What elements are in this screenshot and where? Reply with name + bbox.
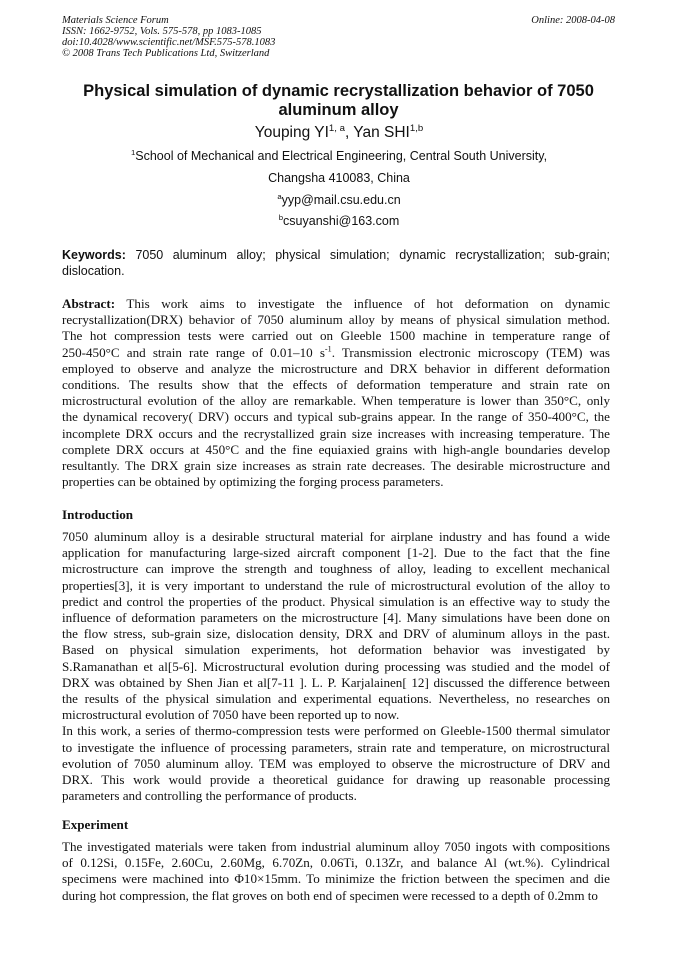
- line-text: . Transmission electronic microscopy (TEM) was: [331, 344, 610, 360]
- line-text: 7050 aluminum alloy is a desirable structural material for airplane industry and has found a wide: [62, 529, 610, 544]
- line-text: incomplete DRX occurs and the recrystallized grain size increases with increasing temperature. The: [62, 425, 610, 441]
- text-line: [62, 610, 610, 626]
- superscript: -1: [324, 344, 332, 354]
- doi: doi:10.4028/www.scientific.net/MSF.575-578.1083: [62, 37, 276, 48]
- affiliation-line-1: [0, 149, 678, 163]
- introduction-heading: Introduction: [62, 507, 134, 522]
- line-text: during hot compression, the flat groves on both end of specimen were recessed to a depth of 0.2mm to: [62, 887, 598, 903]
- text-line: [62, 409, 610, 425]
- line-text: recrystallization(DRX) behavior of 7050 aluminum alloy by means of physical simulation method.: [62, 312, 610, 328]
- line-text: This work aims to investigate the influence of hot deformation on dynamic: [115, 296, 610, 311]
- text-line: [62, 529, 610, 545]
- line-text: microstructural evolution of 7050 have been reported up to now.: [62, 707, 400, 723]
- online-date: Online: 2008-04-08: [531, 15, 615, 26]
- line-text: to investigate the influence of processing parameters, strain rate and temperature, on microstructural: [62, 739, 610, 755]
- line-text: the flow stress, sub-grain size, dislocation density, DRX and DRV of aluminum alloys in the past.: [62, 626, 610, 642]
- line-text: microstructural evolution of the alloy are remarkable. When temperature is lower than 350°C, only: [62, 393, 610, 409]
- affiliation-line-2: Changsha 410083, China: [268, 171, 410, 185]
- text-line: [62, 474, 610, 490]
- copyright: © 2008 Trans Tech Publications Ltd, Switzerland: [62, 48, 270, 59]
- introduction-paragraph-2: [62, 723, 610, 804]
- line-text: properties can be obtained by optimizing the forging process parameters.: [62, 474, 444, 490]
- text-line: [62, 707, 610, 723]
- text-line: [62, 855, 610, 871]
- text-line: [62, 871, 610, 887]
- line-text: complete DRX occurs at 450°C and the fine equiaxied grains with high-angle boundaries develop: [62, 441, 610, 457]
- section-label: Keywords:: [62, 248, 126, 262]
- line-text: evolution of 7050 aluminum alloy. TEM was employed to observe the microstructure of DRV and: [62, 755, 610, 771]
- email-a-link[interactable]: yyp@mail.csu.edu.cn: [281, 193, 401, 207]
- text-line: [62, 578, 610, 594]
- text-line: [62, 888, 610, 904]
- issn: ISSN: 1662-9752, Vols. 575-578, pp 1083-1085: [62, 26, 262, 37]
- experiment-paragraph: [62, 839, 610, 904]
- text-line: [62, 594, 610, 610]
- author-sep: ,: [344, 124, 354, 141]
- text-line: [62, 675, 610, 691]
- line-text: In this work, a series of thermo-compression tests were performed on Gleeble-1500 thermal simulator: [62, 723, 610, 739]
- title-line-1: Physical simulation of dynamic recrystallization behavior of 7050: [83, 82, 594, 100]
- author-1-sup: 1, a: [328, 122, 345, 134]
- text-line: [62, 659, 610, 675]
- line-text: employed to observe and analyze the microstructure and DRX behavior in different deformation: [62, 360, 610, 376]
- text-line: [62, 442, 610, 458]
- text-line: [62, 393, 610, 409]
- text-line: [62, 723, 610, 739]
- affiliation-sup: 1: [130, 147, 136, 157]
- line-text: influence of deformation parameters on the microstructure [4]. Many simulations have been done on: [62, 609, 610, 625]
- line-text: predict and control the properties of the product. Physical simulation is an effective way to study the: [62, 593, 610, 609]
- text-line: [62, 328, 610, 344]
- text-line: [62, 426, 610, 442]
- line-text: 250-450°C and strain rate range of 0.01–10 s: [62, 344, 325, 360]
- introduction-paragraph-1: [62, 529, 610, 723]
- line-text: The investigated materials were taken from industrial aluminum alloy 7050 ingots with compositions: [62, 839, 610, 854]
- text-line: [62, 691, 610, 707]
- line-text: S.Ramanathan et al[5-6]. Microstructural evolution during processing was studied and the model of: [62, 658, 610, 674]
- email-a: [0, 193, 678, 207]
- author-1: Youping YI: [254, 124, 329, 141]
- line-text: dislocation.: [62, 264, 125, 279]
- experiment-heading: Experiment: [62, 817, 129, 832]
- line-text: conditions. The results show that the effects of deformation temperature and strain rate on: [62, 376, 610, 392]
- title-line-2: aluminum alloy: [278, 101, 399, 119]
- text-line: [62, 545, 610, 561]
- email-b: [0, 214, 678, 228]
- text-line: [62, 296, 610, 312]
- keywords: [62, 248, 610, 280]
- line-text: microstructure can improve the strength and toughness of alloy, leading to excellent mechanical: [62, 561, 610, 577]
- text-line: [62, 756, 610, 772]
- text-line: [62, 248, 610, 264]
- line-text: application for manufacturing large-sized aircraft component [1-2]. Due to the fact that the fine: [62, 545, 610, 561]
- text-line: [62, 312, 610, 328]
- text-line: [62, 264, 610, 280]
- paper-title: [62, 82, 615, 120]
- author-2: Yan SHI: [353, 124, 410, 141]
- section-label: Abstract:: [62, 296, 116, 311]
- text-line: [62, 561, 610, 577]
- line-text: Based on physical simulation experiments, hot deformation behavior was investigated by: [62, 642, 610, 658]
- text-line: [62, 377, 610, 393]
- text-line: [62, 626, 610, 642]
- line-text: DRX was obtained by Shen Jian et al[7-11 ]. L. P. Karjalainen[ 12] discussed the difference between: [62, 674, 610, 690]
- affiliation-text: School of Mechanical and Electrical Engineering, Central South University,: [135, 149, 548, 163]
- text-line: [62, 788, 610, 804]
- email-a-sup: a: [277, 191, 282, 201]
- line-text: resultantly. The DRX grain size increases as strain rate decreases. The desirable microstructure and: [62, 457, 610, 473]
- line-text: specimens were machined into Φ10×15mm. To minimize the friction between the specimen and die: [62, 871, 610, 887]
- line-text: DRX. This work would provide a theoretical guidance for drawing up reasonable processing: [62, 771, 610, 787]
- text-line: [62, 839, 610, 855]
- line-text: parameters and controlling the performance of products.: [62, 788, 357, 804]
- text-line: [62, 361, 610, 377]
- text-line: [62, 345, 610, 361]
- email-b-sup: b: [278, 212, 284, 222]
- line-text: properties[3], it is very important to understand the rule of microstructural evolution of the alloy to: [62, 577, 610, 593]
- line-text: 7050 aluminum alloy; physical simulation; dynamic recrystallization; sub-grain;: [125, 248, 610, 262]
- journal-name: Materials Science Forum: [62, 15, 169, 26]
- line-text: the dynamical recovery( DRV) occurs and typical sub-grains appear. In the range of 350-400°C, the: [62, 409, 610, 425]
- text-line: [62, 458, 610, 474]
- text-line: [62, 740, 610, 756]
- email-b-link[interactable]: csuyanshi@163.com: [283, 214, 400, 228]
- line-text: the results of the physical simulation and experimental equations. Nevertheless, no researches on: [62, 690, 610, 706]
- line-text: of 0.12Si, 0.15Fe, 2.60Cu, 2.60Mg, 6.70Zn, 0.06Ti, 0.13Zr, and balance Al (wt.%). Cylindrical: [62, 855, 610, 871]
- abstract: [62, 296, 610, 490]
- author-2-sup: 1,b: [409, 122, 424, 134]
- authors: [0, 124, 678, 142]
- journal-header: [62, 15, 275, 59]
- line-text: The hot compression tests were carried out on Gleeble 1500 machine in temperature range of: [62, 328, 610, 344]
- text-line: [62, 772, 610, 788]
- text-line: [62, 642, 610, 658]
